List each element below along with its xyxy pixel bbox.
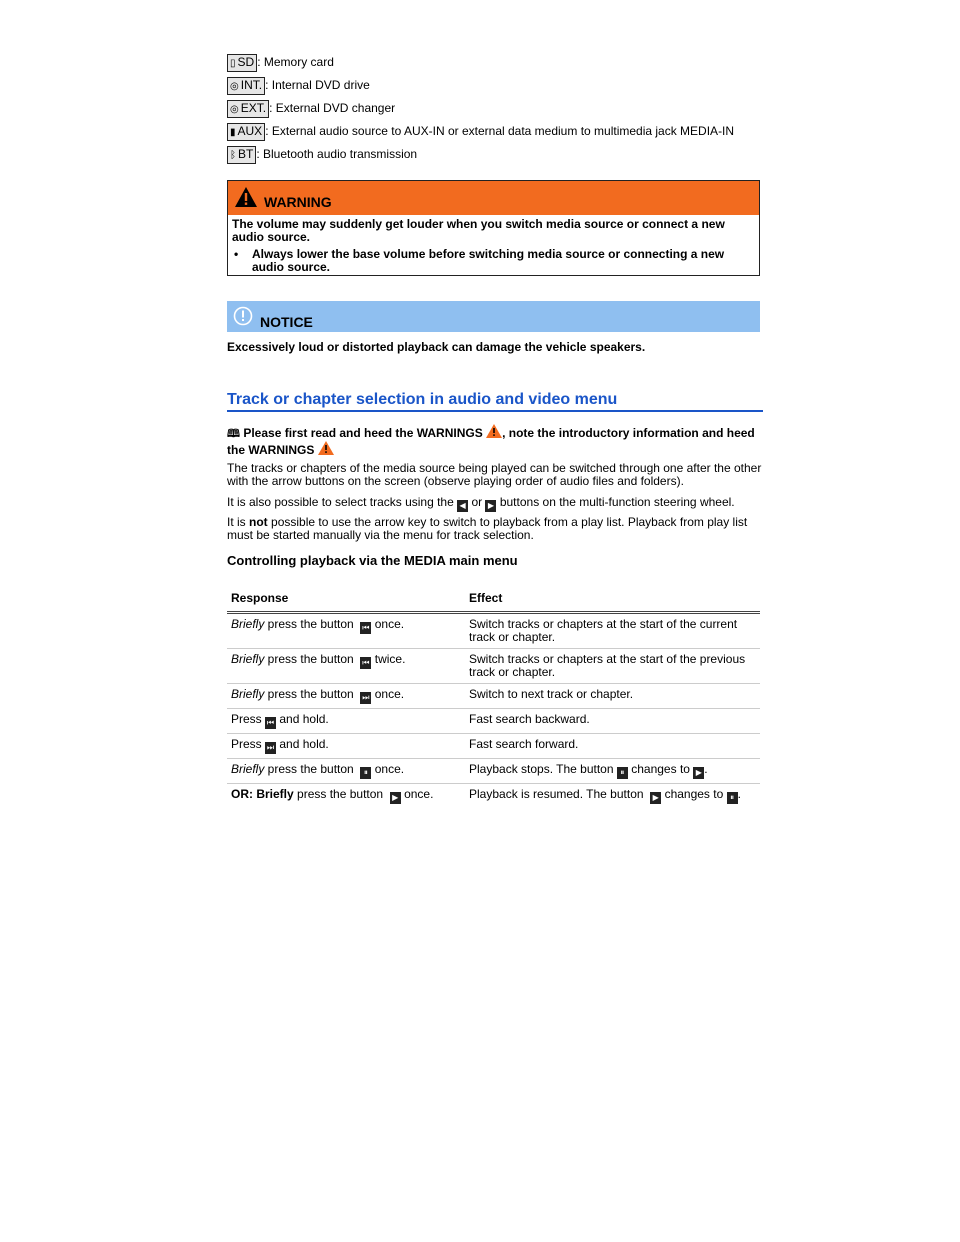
- table-row: Briefly press the button ⏮ twice. Switch tracks or chapters at the start of the previous track or chapter.: [227, 649, 760, 684]
- section-heading: Track or chapter selection in audio and video menu: [227, 391, 618, 408]
- book-icon: 🕮: [227, 428, 240, 440]
- play-icon: ▶: [390, 792, 401, 804]
- warning-box: [227, 180, 760, 276]
- warning-triangle-icon: [234, 186, 258, 208]
- int-key: ◎ INT.: [227, 77, 265, 95]
- disc-changer-icon: ◎: [230, 104, 239, 115]
- source-ext: ◎ EXT. : External DVD changer: [227, 100, 395, 118]
- previous-track-icon: ⏮: [362, 658, 370, 667]
- table-header-row: [227, 587, 760, 613]
- warning-title: WARNING: [264, 194, 332, 210]
- bullet-icon: •: [234, 247, 239, 261]
- source-bt: ᛒ BT : Bluetooth audio transmission: [227, 146, 417, 164]
- notice-title: NOTICE: [260, 314, 313, 330]
- table-row: Briefly press the button ⏮ once. Switch tracks or chapters at the start of the current track or chapter.: [227, 613, 760, 649]
- sd-key: ▯ SD: [227, 54, 257, 72]
- disc-icon: ◎: [230, 81, 239, 92]
- column-header: Response: [227, 587, 465, 613]
- table-row: Press ⏭ and hold. Fast search forward.: [227, 734, 760, 759]
- warning-small-icon: [486, 424, 502, 438]
- table-row: Briefly press the button ⏭ once. Switch to next track or chapter.: [227, 684, 760, 709]
- pause-icon: ⏸: [727, 792, 738, 804]
- source-sd: ▯ SD : Memory card: [227, 54, 334, 72]
- paragraph-3: It is not possible to use the arrow key to switch to playback from a play list. Playback from play list must be started manually via the menu for track selection.: [227, 515, 748, 542]
- next-track-icon: ⏭: [266, 743, 275, 752]
- play-icon: ▶: [650, 792, 661, 804]
- paragraph-1: The tracks or chapters of the media source being played can be switched through one after the other with the arrow buttons on the screen (observe playing order of audio files and folders).: [227, 461, 762, 488]
- column-header: Effect: [465, 587, 760, 613]
- previous-track-icon: ⏮: [266, 718, 275, 727]
- warning-header: [228, 181, 759, 215]
- source-aux: ▮ AUX : External audio source to AUX-IN or external data medium to multimedia jack MEDIA-IN: [227, 123, 734, 141]
- aux-icon: ▮: [230, 127, 236, 138]
- table-row: Press ⏮ and hold. Fast search backward.: [227, 709, 760, 734]
- left-arrow-icon: ◀: [457, 500, 468, 512]
- source-int: ◎ INT. : Internal DVD drive: [227, 77, 370, 95]
- ext-key: ◎ EXT.: [227, 100, 269, 118]
- aux-key: ▮ AUX: [227, 123, 265, 141]
- pause-icon: ⏸: [360, 767, 371, 779]
- next-track-icon: ⏭: [362, 693, 370, 702]
- play-icon: ▶: [693, 767, 704, 779]
- previous-track-icon: ⏮: [362, 623, 370, 632]
- pause-icon: ⏸: [617, 767, 628, 779]
- bt-key: ᛒ BT: [227, 146, 256, 164]
- warning-bullet: Always lower the base volume before switching media source or connecting a new audio source.: [252, 247, 725, 274]
- playback-table: [227, 587, 760, 808]
- heading-rule: [227, 410, 763, 412]
- warning-text: The volume may suddenly get louder when you switch media source or connect a new audio source.: [232, 217, 725, 244]
- right-arrow-icon: ▶: [485, 500, 496, 512]
- bluetooth-icon: ᛒ: [230, 150, 236, 161]
- table-subheading: Controlling playback via the MEDIA main menu: [227, 553, 518, 568]
- table-row: OR: Briefly press the button ▶ once. Playback is resumed. The button ▶ changes to ⏸ .: [231, 787, 741, 802]
- read-first-note: 🕮 Please first read and heed the WARNINGS , note the introductory information and heed the WARNINGS: [227, 426, 755, 457]
- table-row: Briefly press the button ⏸ once. Playback stops. The button ⏸ changes to ▶ .: [227, 759, 760, 784]
- sd-card-icon: ▯: [230, 58, 236, 69]
- notice-header: [227, 301, 760, 332]
- warning-small-icon: [318, 441, 334, 455]
- paragraph-2: It is also possible to select tracks using the ◀ or ▶ buttons on the multi-function steering wheel.: [227, 495, 735, 510]
- notice-exclamation-icon: [233, 306, 253, 326]
- notice-text: Excessively loud or distorted playback can damage the vehicle speakers.: [227, 340, 646, 354]
